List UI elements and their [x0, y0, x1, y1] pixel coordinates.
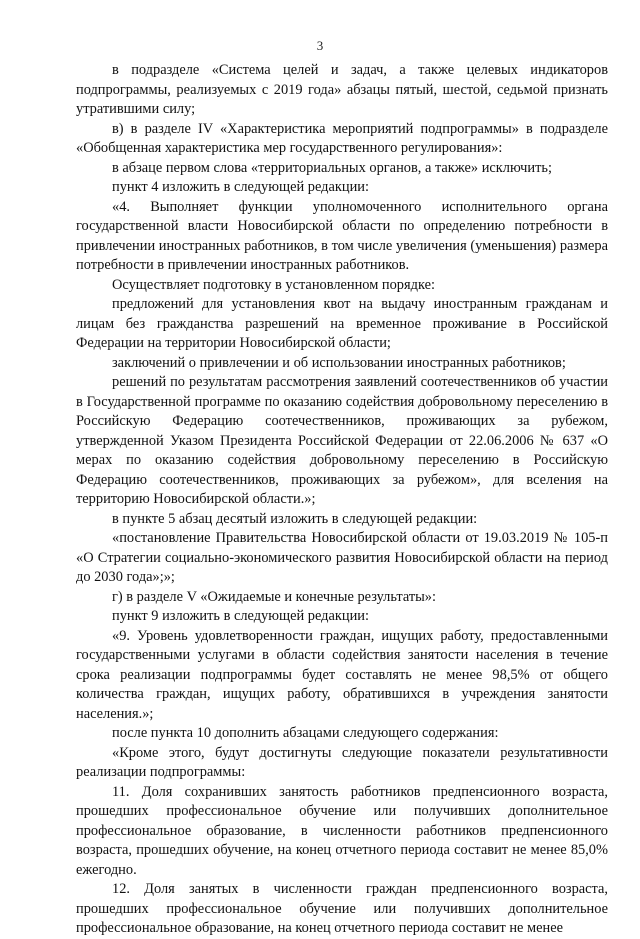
paragraph-2: в) в разделе IV «Характеристика мероприятий подпрограммы» в подразделе «Обобщенная характеристика мер государственного регулирования»: [76, 120, 608, 156]
paragraph-1: в подразделе «Система целей и задач, а также целевых индикаторов подпрограммы, реализуемых с 2019 года» абзацы пятый, шестой, седьмой признать утратившими силу; [76, 62, 608, 117]
paragraph-17: 11. Доля сохранивших занятость работников предпенсионного возраста, прошедших профессиональное обучение или получивших дополнительное профессиональное образование, в численности работников предпенсионного возраста, прошедших обучение, на конец отчетного периода составит не менее 85,0% ежегодно. [76, 783, 608, 878]
paragraph-12: г) в разделе V «Ожидаемые и конечные результаты»: [112, 588, 436, 605]
paragraph-6: Осуществляет подготовку в установленном порядке: [112, 276, 435, 293]
document-body [76, 61, 608, 939]
paragraph-14: «9. Уровень удовлетворенности граждан, ищущих работу, предоставленными государственными услугами в области содействия занятости населения в течение срока реализации подпрограммы будет составлять не менее 98,5% от общего количества граждан, ищущих работу, обратившихся в учреждения занятости населения.»; [76, 627, 608, 722]
paragraph-5: «4. Выполняет функции уполномоченного исполнительного органа государственной власти Новосибирской области по определению потребности в привлечении иностранных работников, в том числе увеличения (уменьшения) размера потребности в привлечении иностранных работников. [76, 198, 608, 273]
paragraph-11: «постановление Правительства Новосибирской области от 19.03.2019 № 105-п «О Стратегии социально-экономического развития Новосибирской области на период до 2030 года»;»; [76, 530, 608, 585]
paragraph-8: заключений о привлечении и об использовании иностранных работников; [112, 354, 566, 371]
page-number: 3 [316, 38, 324, 53]
paragraph-15: после пункта 10 дополнить абзацами следующего содержания: [112, 725, 499, 741]
paragraph-3: в абзаце первом слова «территориальных органов, а также» исключить; [112, 159, 552, 176]
paragraph-9: решений по результатам рассмотрения заявлений соотечественников об участии в Государственной программе по оказанию содействия добровольному переселению в Российскую Федерацию соотечественников, проживающих за рубежом, утвержденной Указом Президента Российской Федерации от 22.06.2006 № 637 «О мерах по оказанию содействия добровольному переселению в Российскую Федерацию соотечественников, проживающих за рубежом», для вселения на территорию Новосибирской области.»; [76, 374, 608, 507]
paragraph-16: «Кроме этого, будут достигнуты следующие показатели результативности реализации подпрограммы: [76, 744, 608, 780]
paragraph-18: 12. Доля занятых в численности граждан предпенсионного возраста, прошедших профессиональное обучение или получивших дополнительное профессиональное образование, на конец отчетного периода составит не менее [76, 881, 608, 936]
paragraph-7: предложений для установления квот на выдачу иностранным гражданам и лицам без гражданства разрешений на временное проживание в Российской Федерации на территории Новосибирской области; [76, 296, 608, 351]
paragraph-4: пункт 4 изложить в следующей редакции: [112, 179, 369, 195]
paragraph-10: в пункте 5 абзац десятый изложить в следующей редакции: [112, 510, 478, 527]
paragraph-13: пункт 9 изложить в следующей редакции: [112, 608, 369, 624]
